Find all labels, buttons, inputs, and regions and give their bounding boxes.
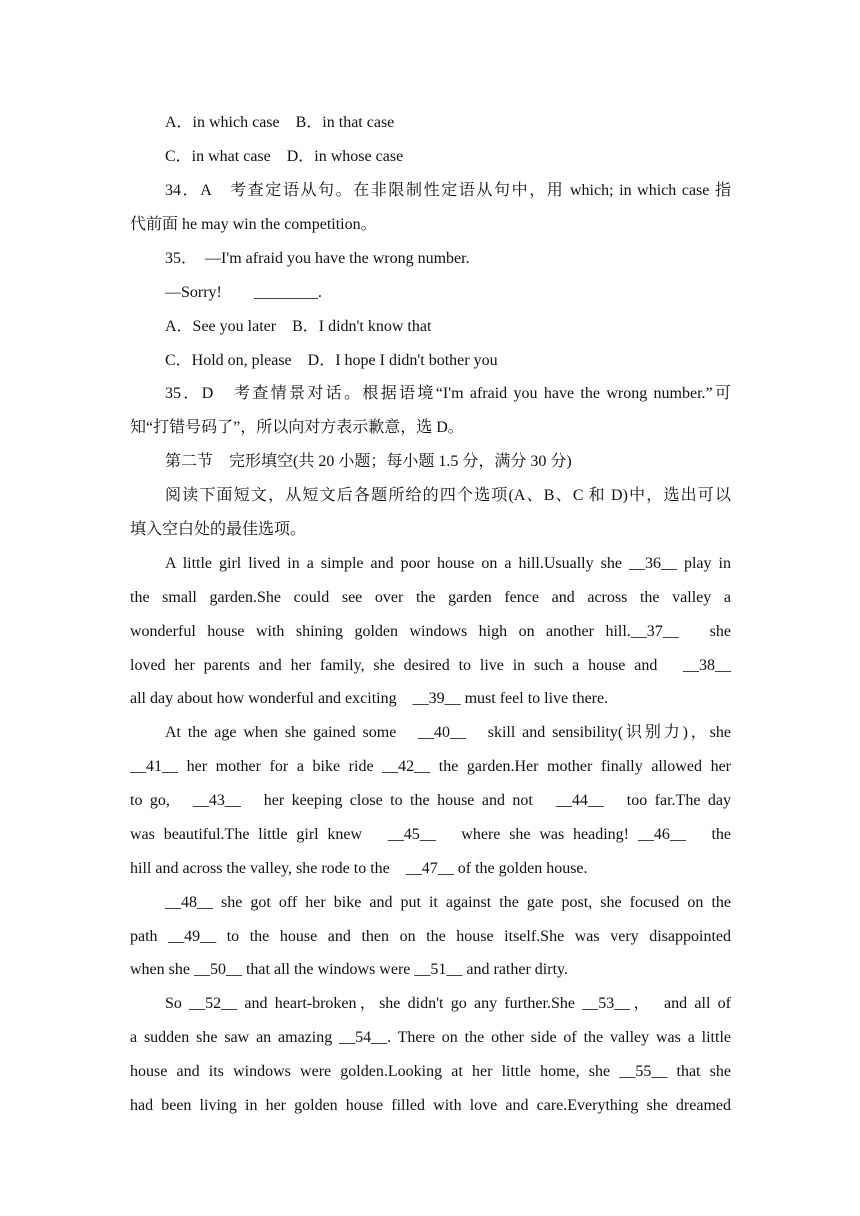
text-line: path __49__ to the house and then on the house itself.She was very disappointed <box>130 928 731 945</box>
text-line: the small garden.She could see over the garden fence and across the valley a <box>130 589 731 606</box>
text-line: A．in which case B．in that case <box>165 114 395 131</box>
text-line: __41__ her mother for a bike ride __42__ the garden.Her mother finally allowed her <box>130 758 731 775</box>
text-line: 填入空白处的最佳选项。 <box>130 521 307 538</box>
text-line: C．Hold on, please D．I hope I didn't bother you <box>165 352 498 369</box>
text-line: a sudden she saw an amazing __54__. There on the other side of the valley was a little <box>130 1029 731 1046</box>
text-line: At the age when she gained some __40__ skill and sensibility(识别力)，she <box>165 724 731 741</box>
text-line: was beautiful.The little girl knew __45__ where she was heading! __46__ the <box>130 826 731 843</box>
text-line: 知“打错号码了”，所以向对方表示歉意，选 D。 <box>130 419 464 436</box>
text-line: So __52__ and heart-broken，she didn't go any further.She __53__， and all of <box>165 995 731 1012</box>
text-line: house and its windows were golden.Looking at her little home, she __55__ that she <box>130 1063 731 1080</box>
text-line: 阅读下面短文，从短文后各题所给的四个选项(A、B、C 和 D)中，选出可以 <box>165 487 731 504</box>
text-line: A．See you later B．I didn't know that <box>165 318 432 335</box>
text-line: had been living in her golden house filled with love and care.Everything she dreamed <box>130 1097 731 1114</box>
text-line: hill and across the valley, she rode to the __47__ of the golden house. <box>130 860 588 877</box>
text-line: C．in what case D．in whose case <box>165 148 404 165</box>
text-line: all day about how wonderful and exciting __39__ must feel to live there. <box>130 690 609 707</box>
text-line: to go, __43__ her keeping close to the house and not __44__ too far.The day <box>130 792 731 809</box>
text-line: 第二节 完形填空(共 20 小题；每小题 1.5 分，满分 30 分) <box>165 453 572 470</box>
text-line: 34．A 考查定语从句。在非限制性定语从句中，用 which; in which case 指 <box>165 182 731 199</box>
text-line: __48__ she got off her bike and put it against the gate post, she focused on the <box>165 894 731 911</box>
text-line: 35． —I'm afraid you have the wrong number. <box>165 250 470 267</box>
text-line: 代前面 he may win the competition。 <box>130 216 377 233</box>
text-line: A little girl lived in a simple and poor house on a hill.Usually she __36__ play in <box>165 555 731 572</box>
text-line: —Sorry! ________. <box>165 284 322 301</box>
text-line: 35．D 考查情景对话。根据语境“I'm afraid you have the wrong number.”可 <box>165 385 731 402</box>
text-line: loved her parents and her family, she desired to live in such a house and __38__ <box>130 657 731 674</box>
text-line: wonderful house with shining golden windows high on another hill.__37__ she <box>130 623 731 640</box>
text-line: when she __50__ that all the windows were __51__ and rather dirty. <box>130 961 568 978</box>
